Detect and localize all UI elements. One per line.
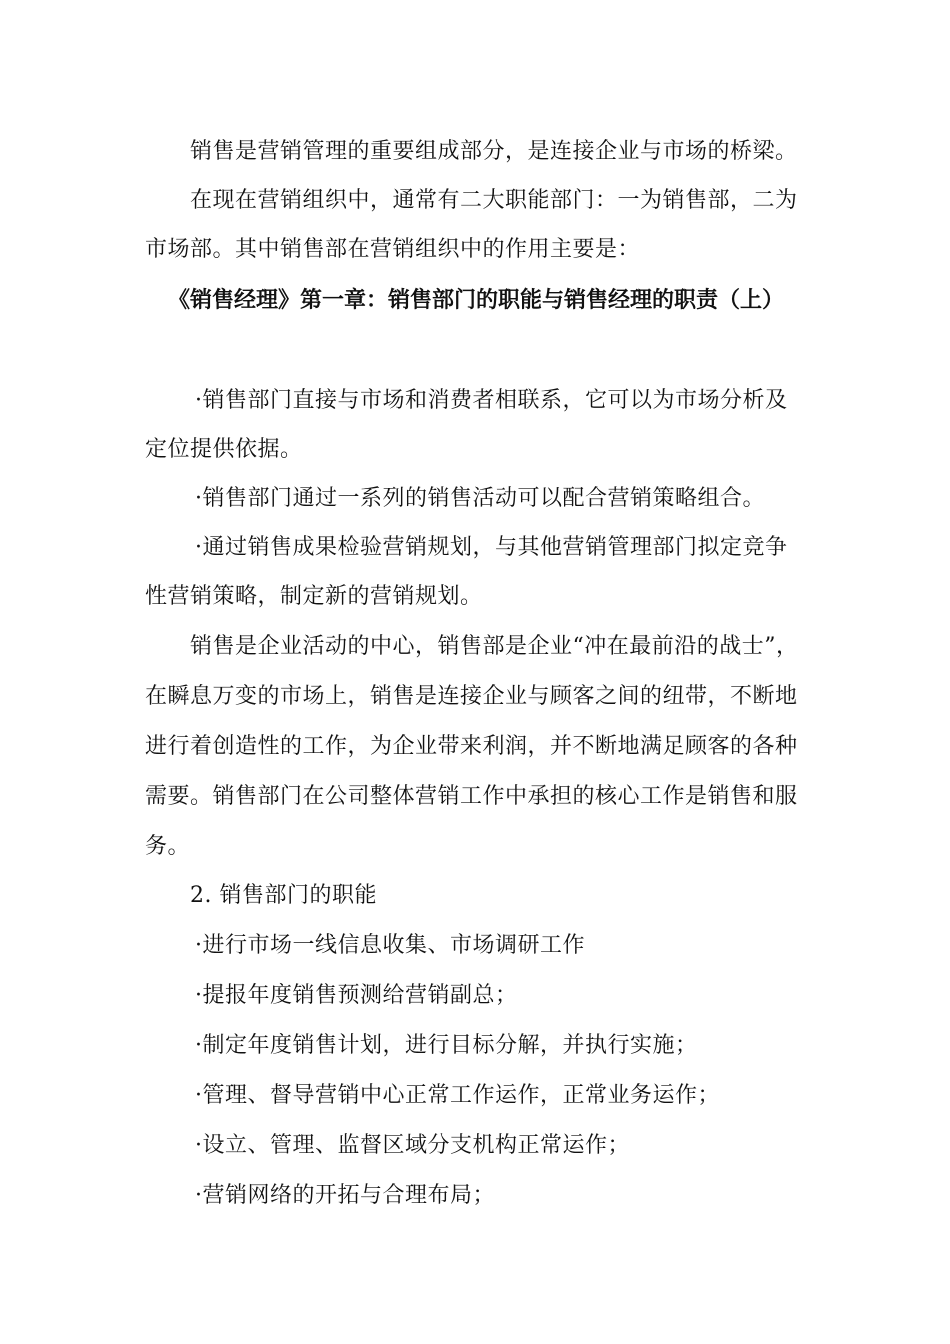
chapter-heading: 《销售经理》第一章：销售部门的职能与销售经理的职责（上） [168,287,785,313]
function-item-1: ·进行市场一线信息收集、市场调研工作 [195,933,585,958]
paragraph-core-line-5: 务。 [145,834,191,859]
paragraph-org-line-2: 市场部。其中销售部在营销组织中的作用主要是： [145,237,641,262]
bullet-2: ·销售部门通过一系列的销售活动可以配合营销策略组合。 [195,486,765,511]
paragraph-core-line-1: 销售是企业活动的中心，销售部是企业“冲在最前沿的战士”， [190,634,799,659]
paragraph-intro: 销售是营销管理的重要组成部分，是连接企业与市场的桥梁。 [190,139,798,164]
paragraph-core-line-3: 进行着创造性的工作，为企业带来利润，并不断地满足顾客的各种 [145,734,798,759]
function-item-5: ·设立、管理、监督区域分支机构正常运作； [195,1133,630,1158]
paragraph-core-line-4: 需要。销售部门在公司整体营销工作中承担的核心工作是销售和服 [145,784,798,809]
bullet-3-line-1: ·通过销售成果检验营销规划，与其他营销管理部门拟定竞争 [195,535,788,560]
bullet-3-line-2: 性营销策略，制定新的营销规划。 [145,584,483,609]
bullet-1-line-2: 定位提供依据。 [145,437,303,462]
section-2-heading: 2. 销售部门的职能 [190,883,377,908]
function-item-6: ·营销网络的开拓与合理布局； [195,1183,495,1208]
paragraph-core-line-2: 在瞬息万变的市场上，销售是连接企业与顾客之间的纽带，不断地 [145,684,798,709]
bullet-1-line-1: ·销售部门直接与市场和消费者相联系，它可以为市场分析及 [195,388,788,413]
function-item-4: ·管理、督导营销中心正常工作运作，正常业务运作； [195,1083,720,1108]
function-item-2: ·提报年度销售预测给营销副总； [195,983,518,1008]
paragraph-org-line-1: 在现在营销组织中，通常有二大职能部门：一为销售部，二为 [190,188,798,213]
function-item-3: ·制定年度销售计划，进行目标分解，并执行实施； [195,1033,698,1058]
